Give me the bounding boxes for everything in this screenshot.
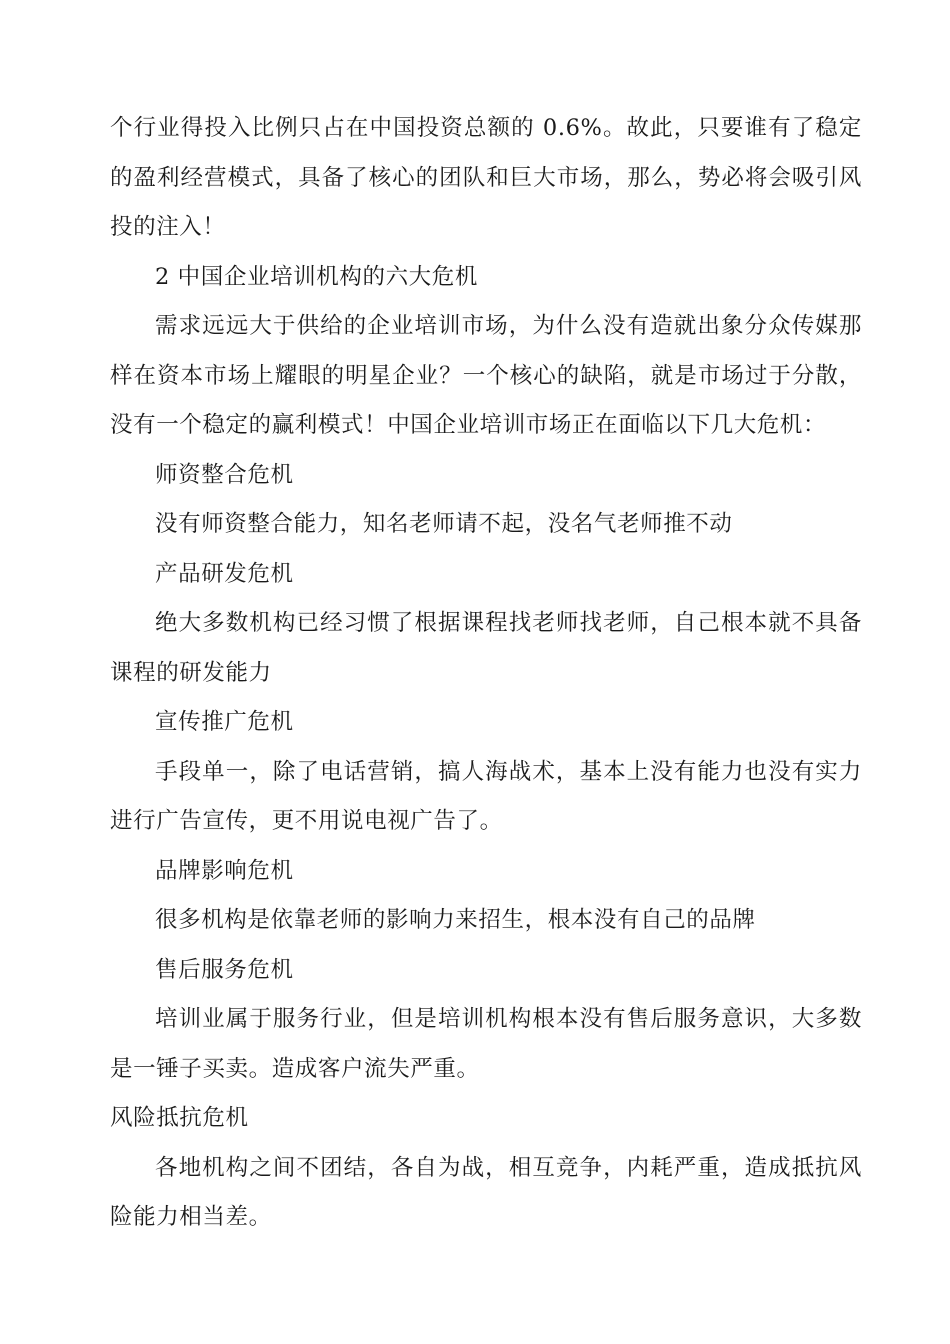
heading-product-crisis: 产品研发危机 bbox=[155, 560, 294, 587]
document-page bbox=[110, 104, 862, 1243]
heading-teacher-crisis: 师资整合危机 bbox=[155, 461, 294, 488]
paragraph-service-crisis: 培训业属于服务行业，但是培训机构根本没有售后服务意识，大多数是一锤子买卖。造成客户流失严重。 bbox=[110, 1006, 862, 1082]
paragraph-investment-ratio: 个行业得投入比例只占在中国投资总额的 0.6%。故此，只要谁有了稳定的盈利经营模式，具备了核心的团队和巨大市场，那么，势必将会吸引风投的注入！ bbox=[110, 115, 862, 240]
paragraph-promotion-crisis: 手段单一，除了电话营销，搞人海战术，基本上没有能力也没有实力进行广告宣传，更不用说电视广告了。 bbox=[110, 758, 862, 834]
paragraph-teacher-crisis: 没有师资整合能力，知名老师请不起，没名气老师推不动 bbox=[155, 511, 733, 537]
paragraph-risk-crisis: 各地机构之间不团结，各自为战，相互竞争，内耗严重，造成抵抗风险能力相当差。 bbox=[110, 1154, 862, 1230]
heading-risk-crisis: 风险抵抗危机 bbox=[110, 1105, 249, 1131]
paragraph-demand-supply: 需求远远大于供给的企业培训市场，为什么没有造就出象分众传媒那样在资本市场上耀眼的明星企业？一个核心的缺陷，就是市场过于分散，没有一个稳定的赢利模式！中国企业培训市场正在面临以下几大危机： bbox=[110, 313, 862, 438]
paragraph-brand-crisis: 很多机构是依靠老师的影响力来招生，根本没有自己的品牌 bbox=[155, 907, 756, 933]
heading-brand-crisis: 品牌影响危机 bbox=[155, 857, 294, 884]
heading-promotion-crisis: 宣传推广危机 bbox=[155, 709, 294, 735]
heading-six-crises: 2 中国企业培训机构的六大危机 bbox=[155, 263, 478, 290]
heading-service-crisis: 售后服务危机 bbox=[155, 956, 294, 983]
paragraph-product-crisis: 绝大多数机构已经习惯了根据课程找老师找老师，自己根本就不具备课程的研发能力 bbox=[110, 610, 862, 686]
